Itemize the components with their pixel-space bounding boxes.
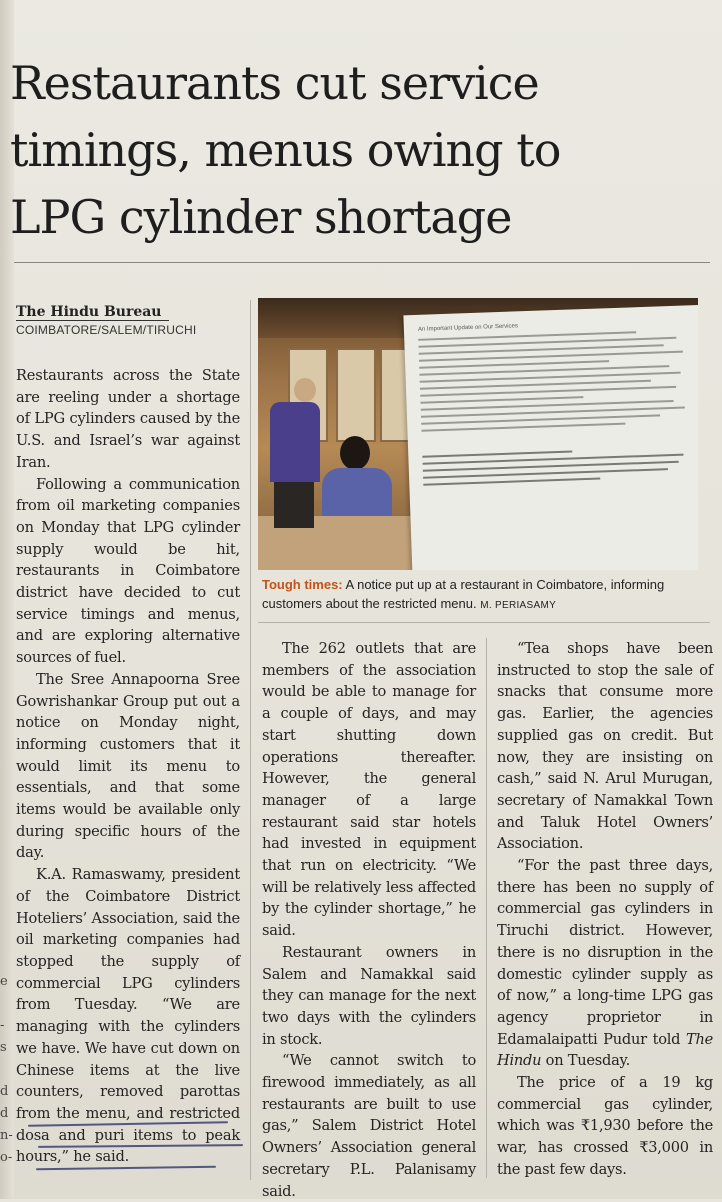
adjacent-article-fragment: s bbox=[0, 1040, 7, 1055]
caption-text: A notice put up at a restaurant in Coimbatore, informing customers about the restricted menu. bbox=[262, 577, 665, 611]
adjacent-article-fragment: d bbox=[0, 1106, 9, 1121]
photo-diner-figure bbox=[316, 436, 406, 516]
paragraph: Restaurant owners in Salem and Namakkal said they can manage for the next two days with the cylinders in stock. bbox=[262, 943, 476, 1048]
adjacent-article-fragment: o- bbox=[0, 1150, 13, 1165]
column-divider bbox=[250, 300, 251, 1180]
paragraph: K.A. Ramaswamy, president of the Coimbatore District Hoteliers’ Association, said the oil marketing companies had stopped the supply of commercial LPG cylinders from Tuesday. “We are managing with the cylinders we have. We have cut down on Chinese items at the live counters, removed parottas from the menu, and restricted dosa and puri items to peak hours,” he said. bbox=[16, 866, 240, 1166]
column-divider bbox=[486, 638, 487, 1178]
notice-heading: An Important Update on Our Services bbox=[417, 323, 519, 333]
paragraph: “For the past three days, there has been no supply of commercial gas cylinders in Tiruchi district. However, there is no disruption in the domestic cylinder supply as of now,” a long-time LPG gas agency proprietor in Edamalaipatti Pudur told The Hindu on Tuesday. bbox=[497, 857, 713, 1070]
article-column-2 bbox=[262, 638, 476, 1202]
adjacent-article-fragment: e bbox=[0, 974, 8, 989]
adjacent-article-fragment: d bbox=[0, 1084, 9, 1099]
byline-underline bbox=[16, 320, 169, 321]
paragraph: The Sree Annapoorna Sree Gowrishankar Group put out a notice on Monday night, informing customers that it would limit its menu to essentials, and that some items would be available only during specific hours of the day. bbox=[16, 670, 240, 862]
photo-wall-panel bbox=[336, 348, 376, 442]
paragraph: “We cannot switch to firewood immediately, as all restaurants are built to use gas,” Salem District Hotel Owners’ Association general secretary P.L. Palanisamy said. bbox=[262, 1052, 476, 1200]
paragraph: Restaurants across the State are reeling under a shortage of LPG cylinders caused by the U.S. and Israel’s war against Iran. bbox=[16, 367, 240, 471]
paragraph: Following a communication from oil marketing companies on Monday that LPG cylinder supply would be hit, restaurants in Coimbatore district have decided to cut service timings and menus, and are exploring alternative sources of fuel. bbox=[16, 475, 240, 667]
caption-rule bbox=[258, 622, 710, 623]
adjacent-article-fragment: - bbox=[0, 1018, 5, 1033]
headline-line-2: timings, menus owing to bbox=[10, 123, 561, 177]
newspaper-name: The Hindu bbox=[497, 1030, 713, 1070]
photo-credit: M. PERIASAMY bbox=[480, 600, 557, 611]
headline-line-1: Restaurants cut service bbox=[10, 56, 539, 110]
article-headline bbox=[10, 50, 710, 251]
paragraph: The price of a 19 kg commercial gas cylinder, which was ₹1,930 before the war, has crossed ₹3,000 in the past few days. bbox=[497, 1074, 713, 1178]
headline-line-3: LPG cylinder shortage bbox=[10, 190, 512, 244]
caption-lead: Tough times: bbox=[262, 577, 343, 592]
adjacent-article-fragment: n- bbox=[0, 1128, 13, 1143]
paragraph: “Tea shops have been instructed to stop the sale of snacks that consume more gas. Earlier, the agencies supplied gas on credit. But now, they are insisting on cash,” said N. Arul Murugan, secretary of Namakkal Town and Taluk Hotel Owners’ Association. bbox=[497, 640, 713, 853]
dateline: COIMBATORE/SALEM/TIRUCHI bbox=[16, 323, 197, 337]
headline-rule bbox=[14, 262, 710, 263]
article-column-1 bbox=[16, 365, 240, 1168]
article-column-3 bbox=[497, 638, 713, 1181]
photo-waiter-figure bbox=[262, 378, 320, 528]
article-photo bbox=[258, 298, 698, 570]
paragraph: The 262 outlets that are members of the association would be able to manage for a couple of days, and may start shutting down operations thereafter. However, the general manager of a large restaurant said star hotels had invested in equipment that run on electricity. “We will be relatively less affected by the cylinder shortage,” he said. bbox=[262, 640, 476, 940]
photo-notice-sheet bbox=[403, 305, 698, 570]
byline: The Hindu Bureau bbox=[16, 304, 162, 320]
photo-caption bbox=[262, 575, 707, 615]
